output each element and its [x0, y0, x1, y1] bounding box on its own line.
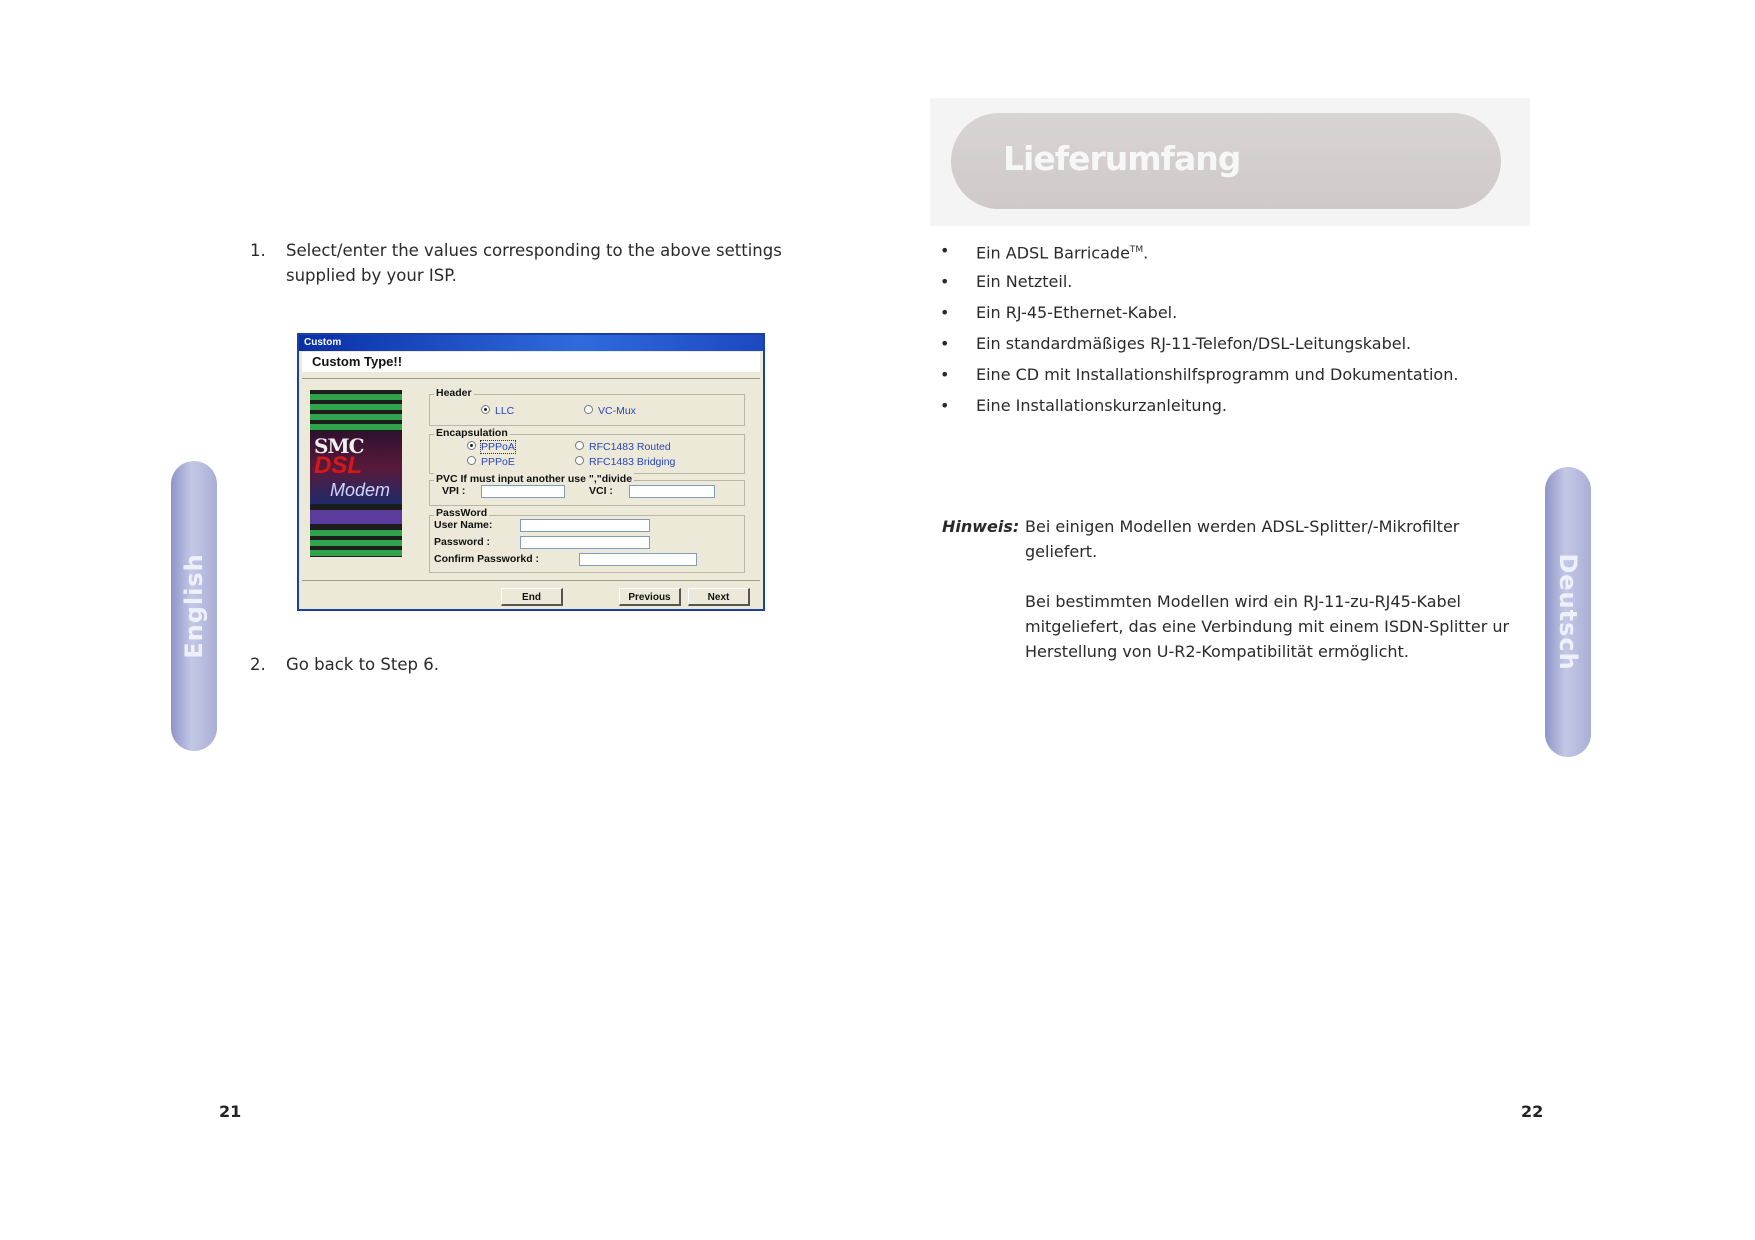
note-label: Hinweis:	[942, 517, 1020, 536]
custom-settings-dialog	[297, 333, 765, 611]
radio-button-icon	[481, 405, 490, 414]
option-label: PPPoA	[481, 441, 515, 453]
list-item	[940, 390, 1458, 421]
next-button[interactable]: Next	[688, 588, 750, 606]
divider	[302, 580, 760, 581]
step-text: Go back to Step 6.	[286, 655, 439, 674]
item-text: Eine Installationskurzanleitung.	[976, 396, 1227, 415]
radio-rfc1483-routed[interactable]	[575, 441, 671, 453]
smc-dsl-modem-logo	[310, 390, 402, 557]
confirm-password-input[interactable]	[579, 553, 697, 566]
option-label: PPPoE	[481, 456, 515, 468]
vpi-input[interactable]	[481, 485, 565, 498]
bullet-icon: •	[940, 365, 950, 384]
note-paragraph: Bei einigen Modellen werden ADSL-Splitter/-Mikrofilter geliefert.	[1025, 517, 1460, 561]
step-number: 1.	[250, 241, 266, 260]
confirm-password-label: Confirm Passworkd :	[434, 553, 540, 565]
radio-button-icon	[467, 456, 476, 465]
previous-button[interactable]: Previous	[619, 588, 681, 606]
vci-label: VCI :	[589, 485, 613, 497]
dialog-titlebar: Custom	[299, 335, 763, 351]
password-group-label: PassWord	[436, 507, 488, 519]
option-label: RFC1483 Routed	[589, 441, 671, 453]
step-number: 2.	[250, 655, 266, 674]
page-number-right: 22	[1521, 1102, 1544, 1121]
vci-input[interactable]	[629, 485, 715, 498]
trademark-mark: TM	[1129, 245, 1144, 255]
logo-product: DSL	[314, 452, 362, 479]
vpi-label: VPI :	[442, 485, 466, 497]
list-item	[940, 359, 1458, 390]
list-item	[940, 266, 1458, 297]
radio-button-icon	[584, 405, 593, 414]
bullet-icon: •	[940, 334, 950, 353]
side-tab-label: English	[180, 553, 208, 659]
side-tab-deutsch	[1545, 467, 1591, 757]
radio-pppoa[interactable]	[467, 441, 515, 453]
item-suffix: .	[1143, 243, 1149, 263]
encapsulation-group	[429, 434, 745, 474]
radio-button-icon	[467, 441, 476, 450]
item-text: Eine CD mit Installationshilfsprogramm und Dokumentation.	[976, 365, 1459, 384]
end-button[interactable]: End	[501, 588, 563, 606]
step-text: Select/enter the values corresponding to the above settings supplied by your ISP.	[286, 241, 782, 285]
item-text: Ein RJ-45-Ethernet-Kabel.	[976, 303, 1178, 322]
bullet-icon: •	[940, 396, 950, 415]
divider	[302, 378, 760, 379]
section-heading-pill	[951, 113, 1501, 209]
step-1	[250, 238, 830, 290]
package-contents-list	[940, 235, 1458, 421]
radio-button-icon	[575, 456, 584, 465]
user-name-label: User Name:	[434, 519, 493, 531]
item-text: Ein standardmäßiges RJ-11-Telefon/DSL-Leitungskabel.	[976, 334, 1412, 353]
bullet-icon: •	[940, 303, 950, 322]
page-number-left: 21	[219, 1102, 242, 1121]
radio-vc-mux[interactable]	[584, 405, 636, 417]
section-heading: Lieferumfang	[1003, 139, 1241, 178]
note-body	[1025, 514, 1525, 689]
side-tab-label: Deutsch	[1554, 553, 1582, 671]
item-text: Ein Netzteil.	[976, 272, 1073, 291]
dialog-header: Custom Type!!	[302, 352, 760, 372]
logo-subtitle: Modem	[330, 480, 391, 500]
list-item	[940, 297, 1458, 328]
header-group-label: Header	[436, 387, 472, 399]
option-label: RFC1483 Bridging	[589, 456, 676, 468]
user-name-input[interactable]	[520, 519, 650, 532]
side-tab-english	[171, 461, 217, 751]
list-item	[940, 235, 1458, 266]
step-2	[250, 652, 830, 678]
list-item	[940, 328, 1458, 359]
option-label: LLC	[495, 405, 515, 417]
password-label: Password :	[434, 536, 491, 548]
radio-pppoe[interactable]	[467, 456, 515, 468]
logo-brand: SMC	[314, 434, 364, 458]
radio-llc[interactable]	[481, 405, 514, 417]
radio-button-icon	[575, 441, 584, 450]
item-text: Ein ADSL Barricade	[976, 243, 1130, 263]
note-paragraph: Bei bestimmten Modellen wird ein RJ-11-zu-RJ45-Kabel mitgeliefert, das eine Verbindung mit einem ISDN-Splitter ur Herstellung von U-R2-Kompatibilität ermöglicht.	[1025, 592, 1510, 661]
option-label: VC-Mux	[598, 405, 636, 417]
bullet-icon: •	[940, 241, 950, 260]
password-input[interactable]	[520, 536, 650, 549]
pvc-group-label: PVC If must input another use ","divide	[436, 473, 633, 485]
bullet-icon: •	[940, 272, 950, 291]
radio-rfc1483-bridging[interactable]	[575, 456, 675, 468]
encapsulation-group-label: Encapsulation	[436, 427, 508, 439]
